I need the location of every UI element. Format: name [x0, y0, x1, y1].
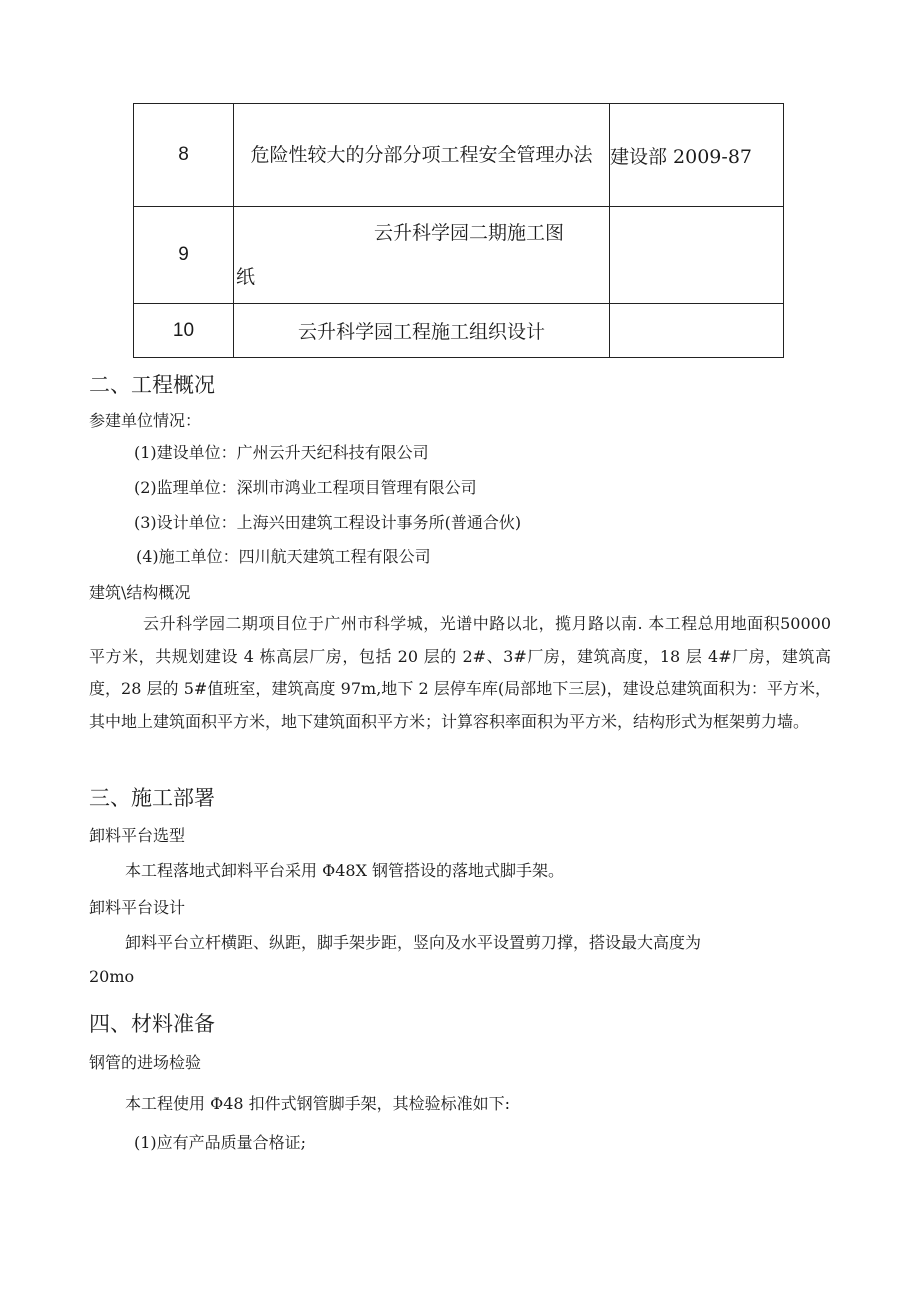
- reference-table: [133, 103, 784, 358]
- unit-item: (2)监理单位：深圳市鸿业工程项目管理有限公司: [134, 478, 477, 497]
- units-label: 参建单位情况：: [89, 411, 202, 430]
- unit-item: (3)设计单位：上海兴田建筑工程设计事务所(普通合伙): [134, 513, 522, 532]
- table-row: [134, 304, 784, 358]
- platform-design-text: 卸料平台立杆横距、纵距，脚手架步距，竖向及水平设置剪刀撑，搭设最大高度为: [125, 933, 702, 952]
- section-heading-materials: 四、材料准备: [89, 1012, 215, 1036]
- table-row: [134, 207, 784, 304]
- section-heading-deployment: 三、施工部署: [89, 786, 215, 810]
- platform-design-text-cont: 20mo: [89, 967, 135, 986]
- steel-pipe-inspection-label: 钢管的进场检验: [89, 1053, 202, 1072]
- structure-label: 建筑\结构概况: [89, 583, 191, 602]
- row-number: 9: [134, 207, 234, 304]
- row-name-line1: 云升科学园二期施工图: [374, 222, 565, 244]
- row-source: [610, 304, 784, 358]
- unit-item: (4)施工单位：四川航天建筑工程有限公司: [136, 547, 431, 566]
- structure-text: 云升科学园二期项目位于广州市科学城，光谱中路以北，揽月路以南. 本工程总用地面积50000 平方米，共规划建设 4 栋高层厂房，包括 20 层的 2#、3#厂房，建筑高度，18 层 4#厂房，建筑高度，28 层的 5#值班室，建筑高度 97m,地下 2 层停车库(局部地下三层)，建设总建筑面积为：平方米，其中地上建筑面积平方米，地下建筑面积平方米；计算容积率面积为平方米，结构形式为框架剪力墙。: [89, 614, 831, 731]
- row-source: 建设部 2009-87: [610, 104, 784, 207]
- section-heading-overview: 二、工程概况: [89, 373, 215, 397]
- platform-design-label: 卸料平台设计: [89, 898, 186, 917]
- structure-paragraph: [89, 608, 831, 738]
- unit-item: (1)建设单位：广州云升天纪科技有限公司: [134, 443, 429, 462]
- inspection-item: (1)应有产品质量合格证;: [134, 1133, 307, 1152]
- steel-pipe-inspection-text: 本工程使用 Φ48 扣件式钢管脚手架，其检验标准如下:: [125, 1094, 511, 1113]
- row-source: [610, 207, 784, 304]
- row-name: [234, 207, 610, 304]
- row-name: 云升科学园工程施工组织设计: [234, 304, 610, 358]
- row-name-line2: 纸: [236, 266, 256, 288]
- platform-select-text: 本工程落地式卸料平台采用 Φ48X 钢管搭设的落地式脚手架。: [125, 861, 565, 880]
- row-number: 10: [134, 304, 234, 358]
- table-row: [134, 104, 784, 207]
- row-name: 危险性较大的分部分项工程安全管理办法: [234, 104, 610, 207]
- row-number: 8: [134, 104, 234, 207]
- platform-select-label: 卸料平台选型: [89, 826, 186, 845]
